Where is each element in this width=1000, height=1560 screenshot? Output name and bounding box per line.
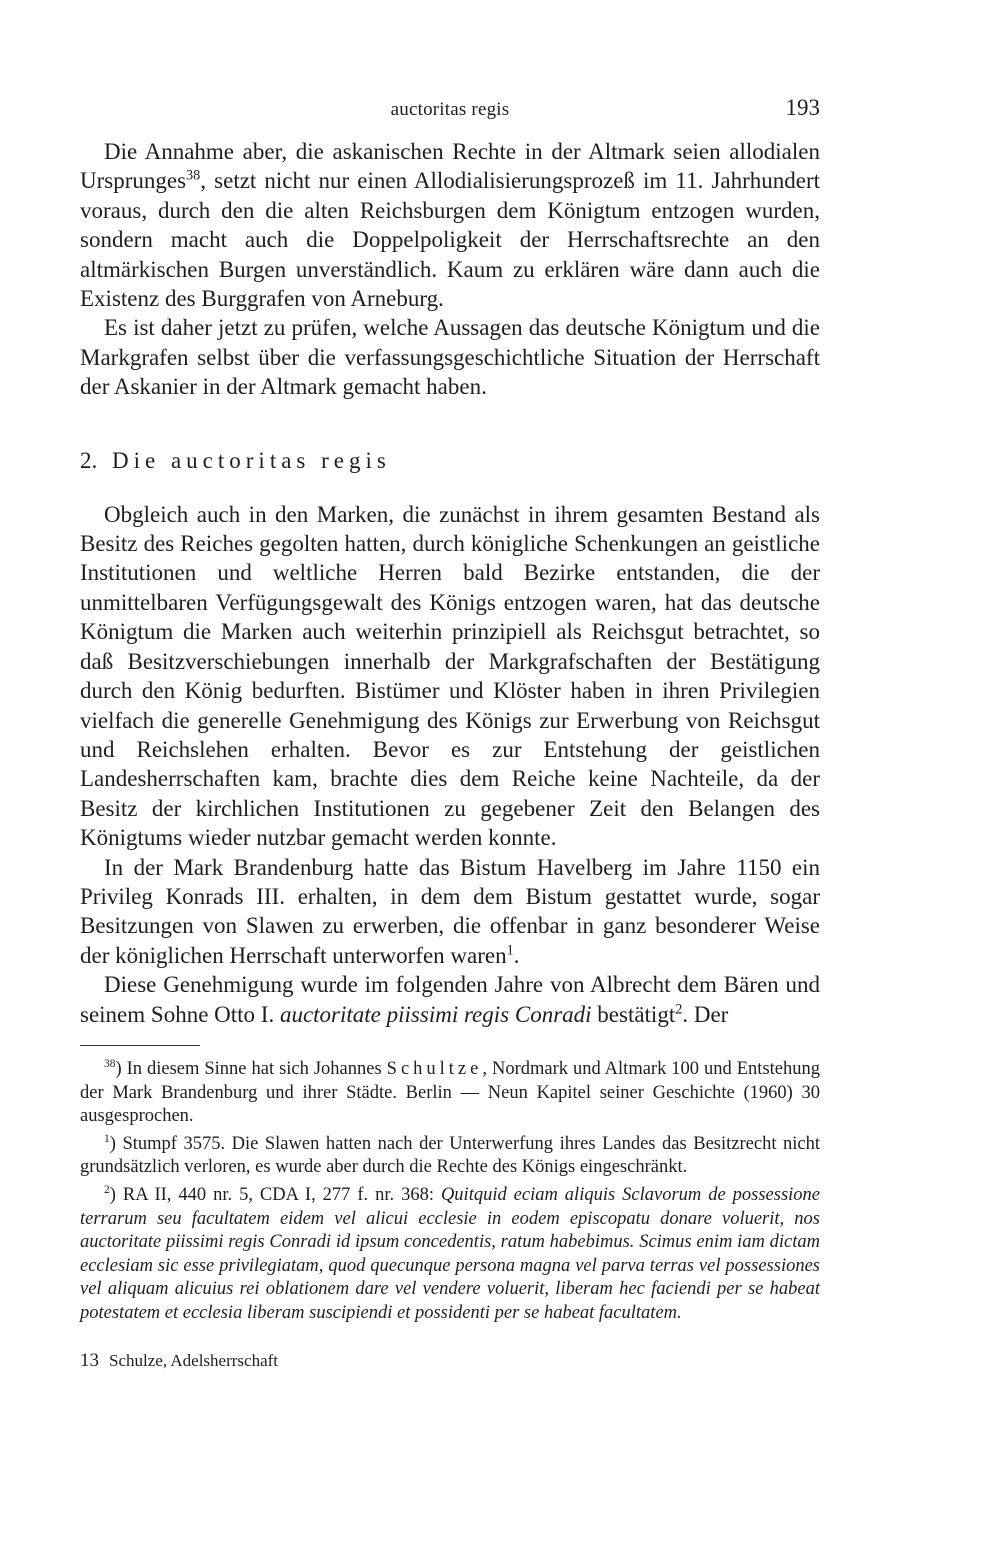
paragraph	[80, 137, 820, 313]
page	[80, 95, 820, 1372]
text-run: ) RA II, 440 nr. 5, CDA I, 277 f. nr. 368:	[109, 1184, 441, 1205]
author-name: Schultze	[386, 1058, 483, 1079]
running-title: auctoritas regis	[390, 99, 510, 120]
footnote-mark: 1	[104, 1132, 110, 1145]
footnote-mark: 2	[104, 1183, 110, 1196]
text-run: , Nordmark und Altmark 100 und Entstehung der Mark Brandenburg und ihrer Städte. Berlin — Neun Kapitel seiner Geschichte (1960) 30 ausgesprochen.	[80, 1058, 821, 1127]
paragraph: Es ist daher jetzt zu prüfen, welche Aussagen das deutsche Königtum und die Markgrafen selbst über die verfassungsgeschichtliche Situation der Herrschaft der Askanier in der Altmark gemacht haben.	[80, 315, 820, 400]
text-run: . Der	[682, 1001, 729, 1027]
paragraph: Obgleich auch in den Marken, die zunächst in ihrem gesamten Bestand als Besitz des Reiches gegolten hatten, durch königliche Schenkungen an geistliche Institutionen und weltliche Herren bald Bezirke entstanden, die der unmittelbaren Verfügungsgewalt des Königs entzogen waren, hat das deutsche Königtum die Marken auch weiterhin prinzipiell als Reichsgut betrachtet, so daß Besitzverschiebungen innerhalb der Markgrafschaften der Bestätigung durch den König bedurften. Bistümer und Klöster haben in ihren Privilegien vielfach die generelle Genehmigung des Königs zur Erwerbung von Reichsgut und Reichslehen erhalten. Bevor es zur Entstehung der geistlichen Landesherrschaften kam, brachte dies dem Reiche keine Nachteile, da der Besitz der kirchlichen Institutionen zu gegebener Zeit den Belangen des Königtums wieder nutzbar gemacht werden konnte.	[80, 501, 820, 851]
page-number: 193	[785, 95, 820, 120]
section-1	[80, 137, 820, 402]
footnote-mark: 38	[104, 1057, 116, 1070]
text-run: bestätigt	[591, 1001, 676, 1027]
latin-quote: Quitquid eciam aliquis Sclavorum de possessione terrarum seu facultatem eidem vel alicui ecclesie in eodem episcopatu donare voluerit, nos auctoritate piissimi regis Conradi id ipsum concedentis, ratum habebimus. Scimus enim iam dictam ecclesiam sic esse privilegiatam, quod quecunque persona magna vel parva terras vel possessiones vel aliquam alicuius rei oblationem dare vel vendere voluerit, liberam hec faciendi per se habeat potestatem et ecclesia liberam suscipiendi et possidenti per se habeat facultatem.	[80, 1184, 820, 1323]
signature-number: 13	[80, 1349, 99, 1371]
section-heading	[80, 448, 820, 474]
footnote-ref-2: 2	[675, 1000, 683, 1017]
footnote-38	[80, 1058, 820, 1129]
paragraph	[80, 970, 820, 1029]
text-run: Diese Genehmigung wurde im folgenden Jahre von Albrecht dem Bären und seinem Sohne Otto I.	[80, 972, 820, 1027]
printer-signature	[80, 1350, 820, 1372]
section-number: 2.	[80, 447, 98, 473]
footnote-1	[80, 1133, 820, 1180]
footnote-2	[80, 1184, 820, 1326]
footnotes	[80, 1058, 820, 1326]
italic-quote: auctoritate piissimi regis Conradi	[279, 1001, 592, 1027]
running-head	[80, 95, 820, 125]
text-run: .	[513, 942, 520, 968]
signature-text: Schulze, Adelsherrschaft	[109, 1350, 278, 1370]
footnote-ref-1: 1	[506, 942, 514, 959]
text-run: Die Annahme aber, die askanischen Rechte in der Altmark seien allodialen Ursprunges	[80, 139, 820, 194]
section-2	[80, 500, 820, 1029]
text-run: ) Stumpf 3575. Die Slawen hatten nach der Unterwerfung ihres Landes das Besitzrecht nicht grundsätzlich verloren, es wurde aber durch die Rechte des Königs eingeschränkt.	[80, 1133, 820, 1178]
paragraph	[80, 853, 820, 971]
footnote-ref-38: 38	[186, 167, 201, 184]
section-title: Die auctoritas regis	[112, 447, 391, 473]
text-run: , setzt nicht nur einen Allodialisierungsprozeß im 11. Jahrhundert voraus, durch den die alten Reichsburgen dem Königtum entzogen wurden, sondern macht auch die Doppelpoligkeit der Herrschaftsrechte an den altmärkischen Burgen unverständlich. Kaum zu erklären wäre dann auch die Existenz des Burggrafen von Arneburg.	[80, 168, 820, 312]
text-run: In der Mark Brandenburg hatte das Bistum Havelberg im Jahre 1150 ein Privileg Konrads III. erhalten, in dem dem Bistum gestattet wurde, sogar Besitzungen von Slawen zu erwerben, die offenbar in ganz besonderer Weise der königlichen Herrschaft unterworfen waren	[80, 854, 820, 968]
text-run: ) In diesem Sinne hat sich Johannes	[115, 1058, 387, 1079]
footnote-separator	[80, 1045, 200, 1046]
